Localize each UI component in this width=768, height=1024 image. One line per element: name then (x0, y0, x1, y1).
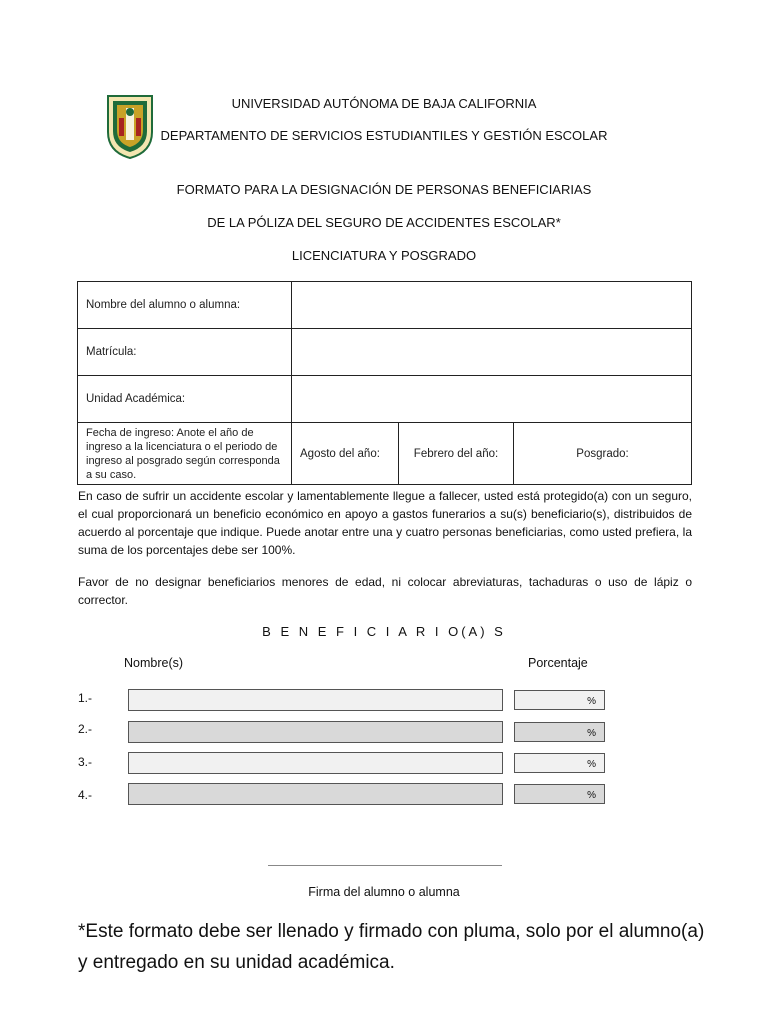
beneficiary-number-3: 3.- (78, 755, 93, 769)
department-name: DEPARTAMENTO DE SERVICIOS ESTUDIANTILES Y GESTIÓN ESCOLAR (160, 128, 608, 143)
beneficiary-name-input-1[interactable] (128, 689, 503, 711)
form-title-line2: DE LA PÓLIZA DEL SEGURO DE ACCIDENTES ESCOLAR* (207, 215, 561, 230)
student-name-label: Nombre del alumno o alumna: (78, 282, 292, 329)
signature-line[interactable] (268, 865, 502, 866)
beneficiary-number-1: 1.- (78, 691, 93, 705)
beneficiary-percentage-input-4[interactable] (514, 784, 605, 804)
beneficiaries-title: B E N E F I C I A R I O(A) S (262, 624, 506, 639)
unidad-label: Unidad Académica: (78, 376, 292, 423)
febrero-field[interactable]: Febrero del año: (399, 423, 514, 485)
info-paragraph: En caso de sufrir un accidente escolar y lamentablemente llegue a fallecer, usted está protegido(a) con un seguro, el cual proporcionará un beneficio económico en apoyo a gastos funerarios a su(s) beneficiario(s), distribuidos de acuerdo al porcentaje que indique. Puede anotar entre una y cuatro personas beneficiarias, como usted prefiera, la suma de los porcentajes debe ser 100%. (78, 489, 692, 557)
percent-sign: % (587, 728, 596, 739)
form-title-line1: FORMATO PARA LA DESIGNACIÓN DE PERSONAS BENEFICIARIAS (176, 182, 592, 197)
beneficiary-percentage-input-3[interactable] (514, 753, 605, 773)
beneficiary-name-input-2[interactable] (128, 721, 503, 743)
percent-sign: % (587, 759, 596, 770)
signature-label: Firma del alumno o alumna (308, 885, 460, 899)
fecha-ingreso-label: Fecha de ingreso: Anote el año de ingreso a la licenciatura o el periodo de ingreso al posgrado según corresponda a su caso. (78, 423, 292, 485)
beneficiary-number-2: 2.- (78, 722, 93, 736)
beneficiary-name-input-4[interactable] (128, 783, 503, 805)
agosto-field[interactable]: Agosto del año: (292, 423, 399, 485)
percentage-column-header: Porcentaje (528, 656, 588, 670)
beneficiary-name-input-3[interactable] (128, 752, 503, 774)
footnote: *Este formato debe ser llenado y firmado con pluma, solo por el alumno(a) y entregado en su unidad académica. (78, 921, 705, 973)
beneficiary-percentage-input-1[interactable] (514, 690, 605, 710)
matricula-label: Matrícula: (78, 329, 292, 376)
name-column-header: Nombre(s) (124, 656, 184, 670)
posgrado-field[interactable]: Posgrado: (514, 423, 692, 485)
beneficiary-number-4: 4.- (78, 788, 93, 802)
warning-paragraph: Favor de no designar beneficiarios menores de edad, ni colocar abreviaturas, tachaduras o uso de lápiz o corrector. (78, 575, 692, 607)
unidad-field[interactable] (292, 376, 692, 423)
student-info-table (77, 281, 692, 485)
university-name: UNIVERSIDAD AUTÓNOMA DE BAJA CALIFORNIA (231, 96, 537, 111)
percent-sign: % (587, 696, 596, 707)
student-name-field[interactable] (292, 282, 692, 329)
matricula-field[interactable] (292, 329, 692, 376)
percent-sign: % (587, 790, 596, 801)
beneficiary-percentage-input-2[interactable] (514, 722, 605, 742)
form-title-line3: LICENCIATURA Y POSGRADO (291, 248, 477, 263)
